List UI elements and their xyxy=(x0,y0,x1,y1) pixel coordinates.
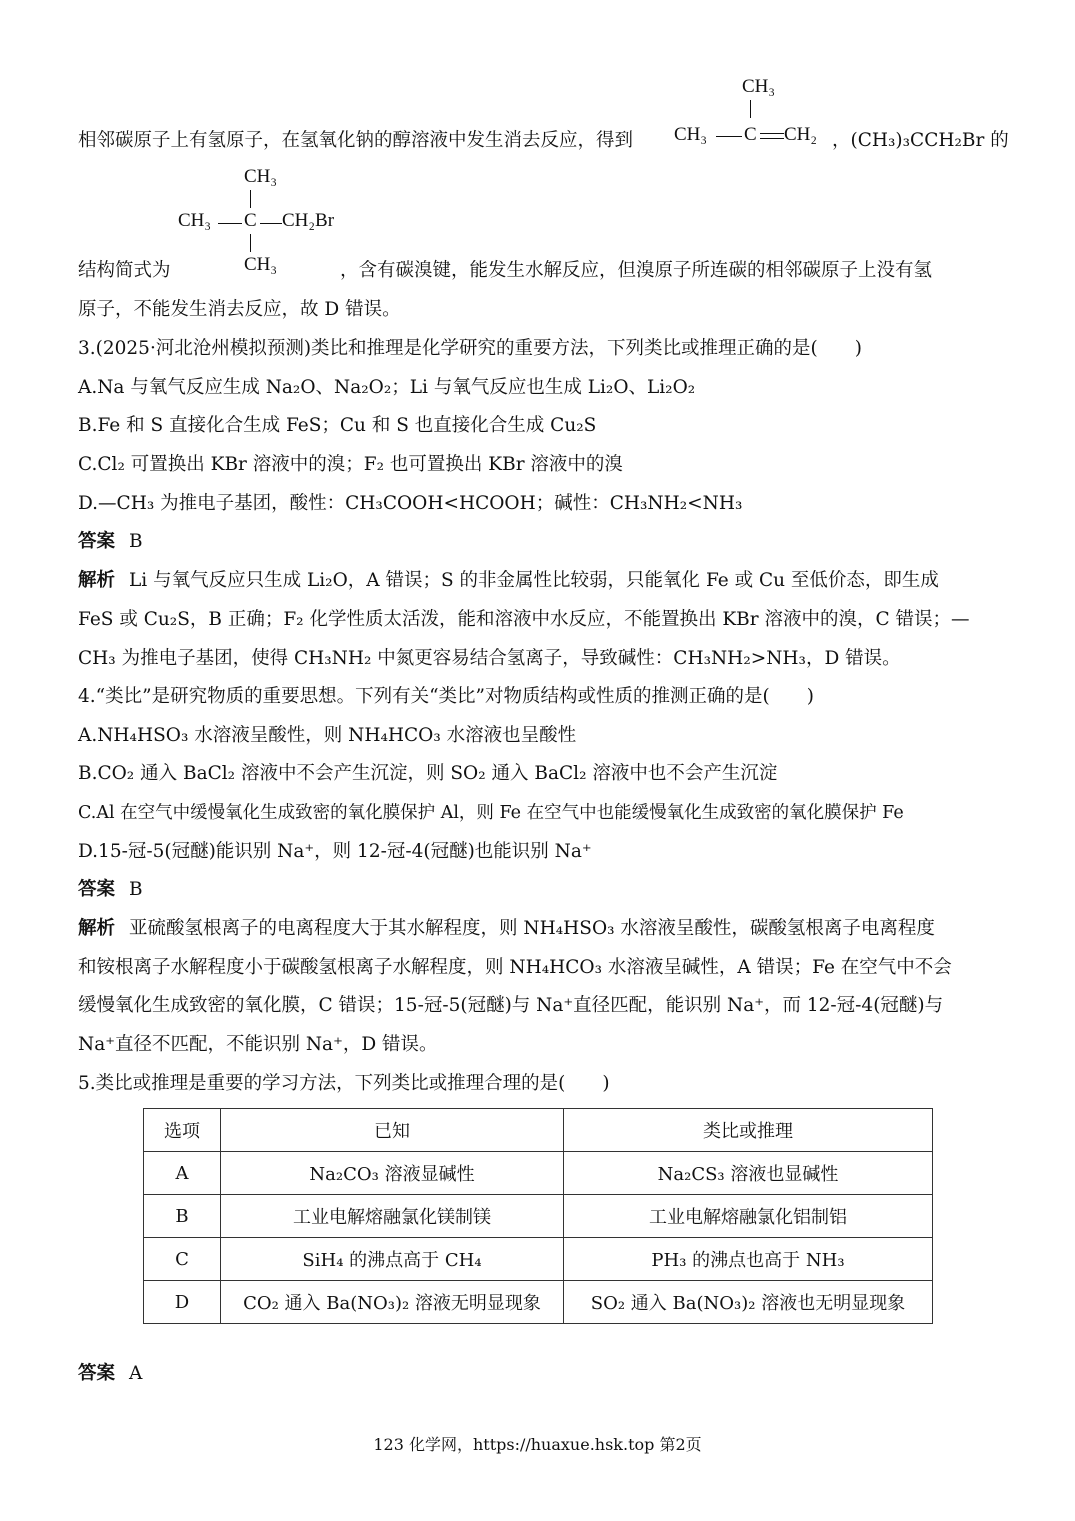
q4-answer xyxy=(78,878,143,902)
intro-line-1-post xyxy=(832,129,1009,153)
intro-line-2-pre-text: 结构简式为 xyxy=(78,260,171,281)
struct2-top: CH₃ xyxy=(244,166,278,187)
intro-line-3-text: 原子，不能发生消去反应，故 D 错误。 xyxy=(78,299,401,320)
table-cell: Na₂CS₃ 溶液也显碱性 xyxy=(564,1152,933,1195)
q3-analysis-line-1 xyxy=(78,569,939,593)
struct1-right: CH₂ xyxy=(784,124,818,145)
q5-answer-value: A xyxy=(129,1363,143,1384)
q4-answer-value: B xyxy=(129,879,143,900)
q4-analysis-line-3: 缓慢氧化生成致密的氧化膜，C 错误；15-冠-5(冠醚)与 Na⁺直径匹配，能识别 Na⁺，而 12-冠-4(冠醚)与 xyxy=(78,995,944,1016)
q3-analysis-label: 解析 xyxy=(78,570,116,591)
intro-line-2-post-text: ，含有碳溴键，能发生水解反应，但溴原子所连碳的相邻碳原子上没有氢 xyxy=(340,260,933,281)
table-cell: C xyxy=(144,1238,221,1281)
q5-options-table xyxy=(143,1108,933,1324)
struct2-right-bond xyxy=(260,223,282,224)
q3-stem: 3.(2025·河北沧州模拟预测)类比和推理是化学研究的重要方法，下列类比或推理正确的是( ) xyxy=(78,338,862,359)
q4-analysis-label: 解析 xyxy=(78,918,116,939)
q4-option-b: B.CO₂ 通入 BaCl₂ 溶液中不会产生沉淀，则 SO₂ 通入 BaCl₂ 溶液中也不会产生沉淀 xyxy=(78,763,778,784)
q5-stem: 5.类比或推理是重要的学习方法，下列类比或推理合理的是( ) xyxy=(78,1073,610,1094)
structural-formula-bromide xyxy=(178,166,358,281)
struct2-left: CH₃ xyxy=(178,210,212,231)
struct2-lower-bond xyxy=(250,234,251,252)
q3-analysis-line-2: FeS 或 Cu₂S，B 正确；F₂ 化学性质太活泼，能和溶液中水反应，不能置换出 KBr 溶液中的溴，C 错误；— xyxy=(78,609,970,630)
table-cell: 工业电解熔融氯化镁制镁 xyxy=(221,1195,564,1238)
table-header-cell: 类比或推理 xyxy=(564,1109,933,1152)
struct1-left: CH₃ xyxy=(674,124,708,145)
q5-answer xyxy=(78,1362,142,1386)
table-cell: A xyxy=(144,1152,221,1195)
table-cell: SiH₄ 的沸点高于 CH₄ xyxy=(221,1238,564,1281)
table-row xyxy=(144,1238,933,1281)
table-header-row xyxy=(144,1109,933,1152)
q5-answer-label: 答案 xyxy=(78,1363,116,1384)
intro-line-3 xyxy=(78,298,401,322)
q4-analysis-text-1: 亚硫酸氢根离子的电离程度大于其水解程度，则 NH₄HSO₃ 水溶液呈酸性，碳酸氢根离子电离程度 xyxy=(129,918,935,939)
table-cell: 工业电解熔融氯化铝制铝 xyxy=(564,1195,933,1238)
q3-answer-value: B xyxy=(129,531,143,552)
table-header-cell: 选项 xyxy=(144,1109,221,1152)
intro-line-2-pre xyxy=(78,259,171,283)
page-footer: 123 化学网，https://huaxue.hsk.top 第2页 xyxy=(373,1435,702,1454)
q3-analysis-text-1: Li 与氧气反应只生成 Li₂O，A 错误；S 的非金属性比较弱，只能氧化 Fe 或 Cu 至低价态，即生成 xyxy=(129,570,939,591)
struct2-left-bond xyxy=(218,223,242,224)
intro-line-1-post-text: ，(CH₃)₃CCH₂Br 的 xyxy=(832,130,1009,151)
struct2-upper-bond xyxy=(250,190,251,208)
q4-analysis-line-2: 和铵根离子水解程度小于碳酸氢根离子水解程度，则 NH₄HCO₃ 水溶液呈碱性，A 错误；Fe 在空气中不会 xyxy=(78,957,952,978)
struct1-single-bond xyxy=(716,136,742,137)
struct1-top: CH₃ xyxy=(742,76,776,97)
q4-answer-label: 答案 xyxy=(78,879,116,900)
table-cell: CO₂ 通入 Ba(NO₃)₂ 溶液无明显现象 xyxy=(221,1281,564,1324)
q4-analysis-line-4: Na⁺直径不匹配，不能识别 Na⁺，D 错误。 xyxy=(78,1034,438,1055)
intro-line-2-post xyxy=(340,259,932,283)
struct1-double-bond-b xyxy=(760,138,784,139)
struct2-bottom: CH₃ xyxy=(244,254,278,275)
q4-option-c: C.Al 在空气中缓慢氧化生成致密的氧化膜保护 Al，则 Fe 在空气中也能缓慢氧化生成致密的氧化膜保护 Fe xyxy=(78,803,904,823)
q3-option-d: D.—CH₃ 为推电子基团，酸性：CH₃COOH<HCOOH；碱性：CH₃NH₂<NH₃ xyxy=(78,493,743,514)
intro-line-1-pre: 相邻碳原子上有氢原子，在氢氧化钠的醇溶液中发生消去反应，得到 xyxy=(78,130,634,151)
q4-option-d: D.15-冠-5(冠醚)能识别 Na⁺，则 12-冠-4(冠醚)也能识别 Na⁺ xyxy=(78,841,592,862)
structural-formula-alkene xyxy=(672,76,832,156)
intro-line-1 xyxy=(78,129,633,153)
q3-option-b: B.Fe 和 S 直接化合生成 FeS；Cu 和 S 也直接化合生成 Cu₂S xyxy=(78,415,597,436)
q4-analysis-line-1 xyxy=(78,917,935,941)
q3-option-a: A.Na 与氧气反应生成 Na₂O、Na₂O₂；Li 与氧气反应也生成 Li₂O、Li₂O₂ xyxy=(78,377,696,398)
struct2-center: C xyxy=(244,210,257,231)
q3-answer-label: 答案 xyxy=(78,531,116,552)
struct1-vertical-bond xyxy=(750,100,751,118)
table-cell: Na₂CO₃ 溶液显碱性 xyxy=(221,1152,564,1195)
table-cell: D xyxy=(144,1281,221,1324)
q4-stem: 4.“类比”是研究物质的重要思想。下列有关“类比”对物质结构或性质的推测正确的是( ) xyxy=(78,686,814,707)
struct1-double-bond-a xyxy=(760,133,784,134)
q4-option-a: A.NH₄HSO₃ 水溶液呈酸性，则 NH₄HCO₃ 水溶液也呈酸性 xyxy=(78,725,577,746)
struct2-right: CH₂Br xyxy=(282,210,335,231)
table-cell: PH₃ 的沸点也高于 NH₃ xyxy=(564,1238,933,1281)
table-row xyxy=(144,1152,933,1195)
q3-option-c: C.Cl₂ 可置换出 KBr 溶液中的溴；F₂ 也可置换出 KBr 溶液中的溴 xyxy=(78,454,623,475)
table-row xyxy=(144,1281,933,1324)
table-row xyxy=(144,1195,933,1238)
table-header-cell: 已知 xyxy=(221,1109,564,1152)
q3-analysis-line-3: CH₃ 为推电子基团，使得 CH₃NH₂ 中氮更容易结合氢离子，导致碱性：CH₃NH₂>NH₃，D 错误。 xyxy=(78,648,901,669)
table-cell: SO₂ 通入 Ba(NO₃)₂ 溶液也无明显现象 xyxy=(564,1281,933,1324)
q3-answer xyxy=(78,530,143,554)
struct1-center: C xyxy=(744,124,757,145)
table-cell: B xyxy=(144,1195,221,1238)
